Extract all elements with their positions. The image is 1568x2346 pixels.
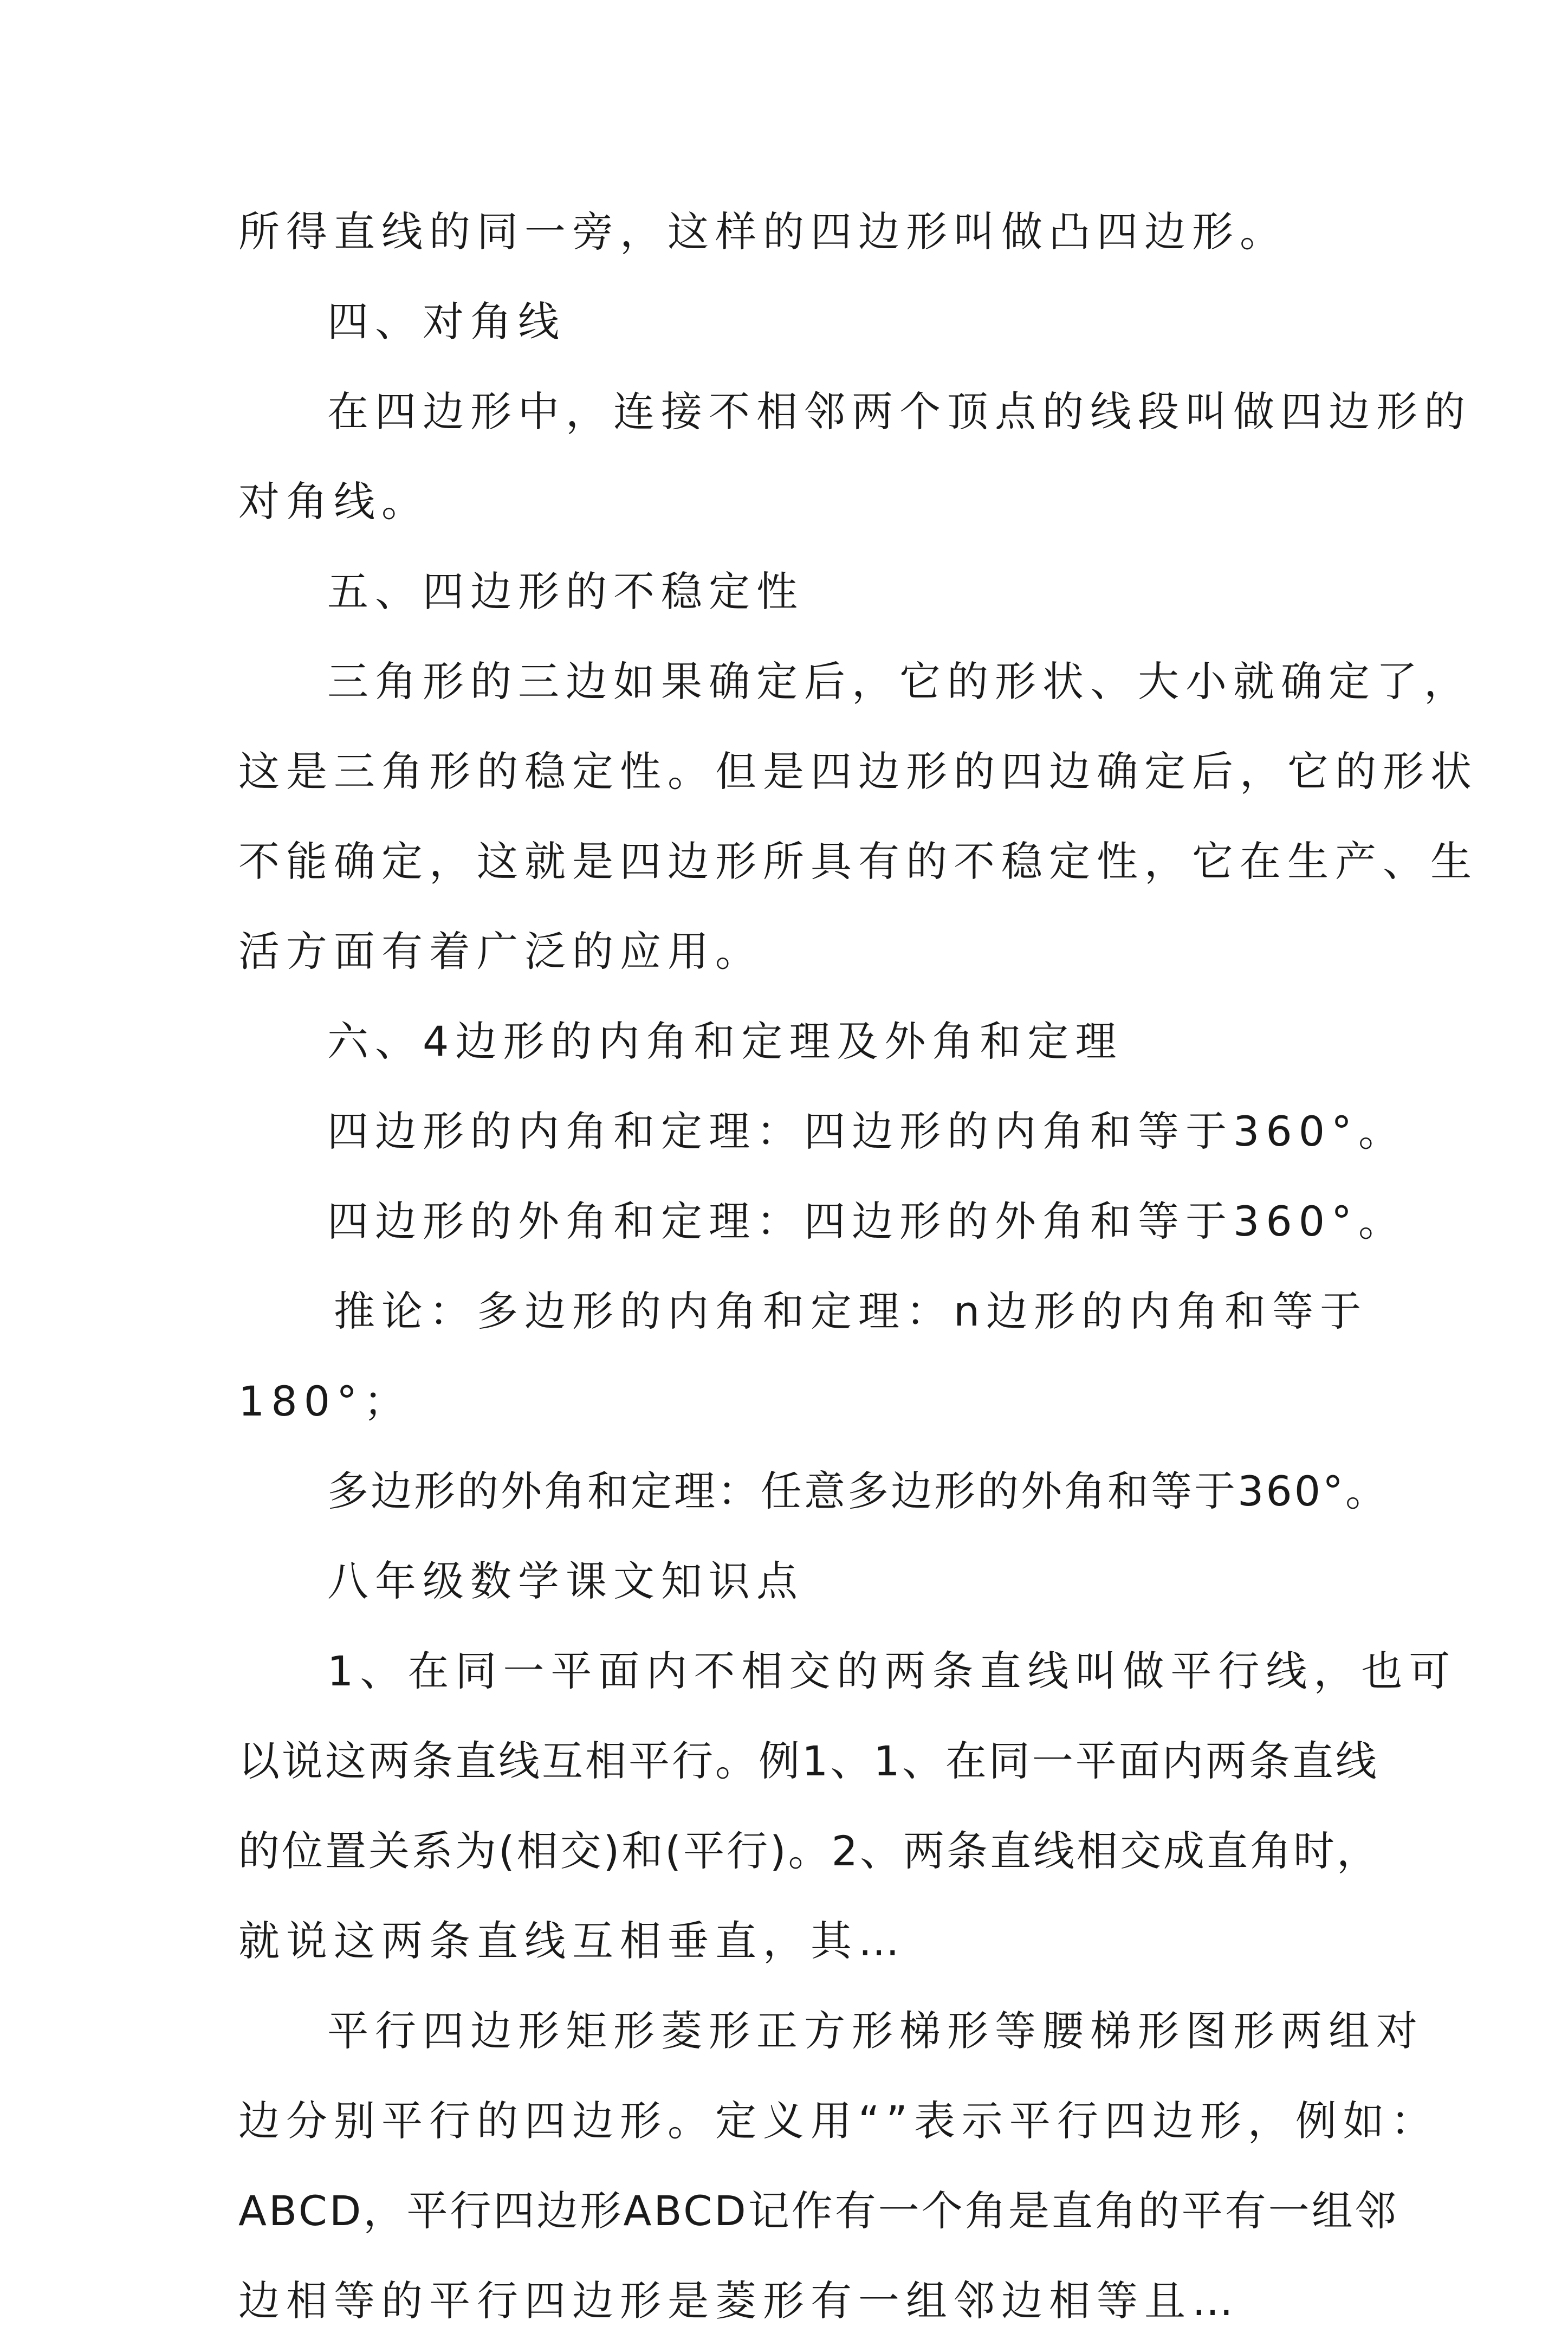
text-line: 边相等的平行四边形是菱形有一组邻边相等且… — [238, 2277, 1240, 2325]
text-line: 多边形的外角和定理：任意多边形的外角和等于360°。 — [327, 1467, 1389, 1515]
text-line: 所得直线的同一旁，这样的四边形叫做凸四边形。 — [238, 208, 1287, 256]
text-line: 180°； — [238, 1377, 412, 1425]
text-line: 以说这两条直线互相平行。例1、1、在同一平面内两条直线 — [238, 1737, 1379, 1785]
text-line: 平行四边形矩形菱形正方形梯形等腰梯形图形两组对 — [327, 2007, 1424, 2055]
text-line: ABCD，平行四边形ABCD记作有一个角是直角的平有一组邻 — [238, 2187, 1398, 2235]
text-line: 这是三角形的稳定性。但是四边形的四边确定后，它的形状 — [238, 747, 1478, 796]
section-heading-angle-theorems: 六、4边形的内角和定理及外角和定理 — [327, 1017, 1123, 1065]
document-body — [238, 187, 1478, 2346]
text-line: 四边形的内角和定理：四边形的内角和等于360°。 — [327, 1107, 1407, 1155]
text-line: 边分别平行的四边形。定义用“”表示平行四边形，例如： — [238, 2097, 1439, 2145]
text-line: 活方面有着广泛的应用。 — [238, 927, 763, 975]
text-line: 四边形的外角和定理：四边形的外角和等于360°。 — [327, 1197, 1407, 1245]
section-heading-diagonal: 四、对角线 — [327, 298, 566, 346]
text-line: 对角线。 — [238, 477, 429, 526]
text-line: 1、在同一平面内不相交的两条直线叫做平行线，也可 — [327, 1647, 1457, 1695]
text-line: 不能确定，这就是四边形所具有的不稳定性，它在生产、生 — [238, 837, 1478, 886]
section-heading-grade8: 八年级数学课文知识点 — [327, 1557, 804, 1605]
text-line: 在四边形中，连接不相邻两个顶点的线段叫做四边形的 — [327, 387, 1472, 436]
section-heading-instability: 五、四边形的不稳定性 — [327, 567, 804, 616]
text-line: 就说这两条直线互相垂直，其… — [238, 1917, 906, 1965]
text-line: 三角形的三边如果确定后，它的形状、大小就确定了， — [327, 657, 1472, 706]
text-line: 的位置关系为(相交)和(平行)。2、两条直线相交成直角时， — [238, 1827, 1380, 1875]
text-line: 推论：多边形的内角和定理：n边形的内角和等于 — [334, 1287, 1368, 1335]
